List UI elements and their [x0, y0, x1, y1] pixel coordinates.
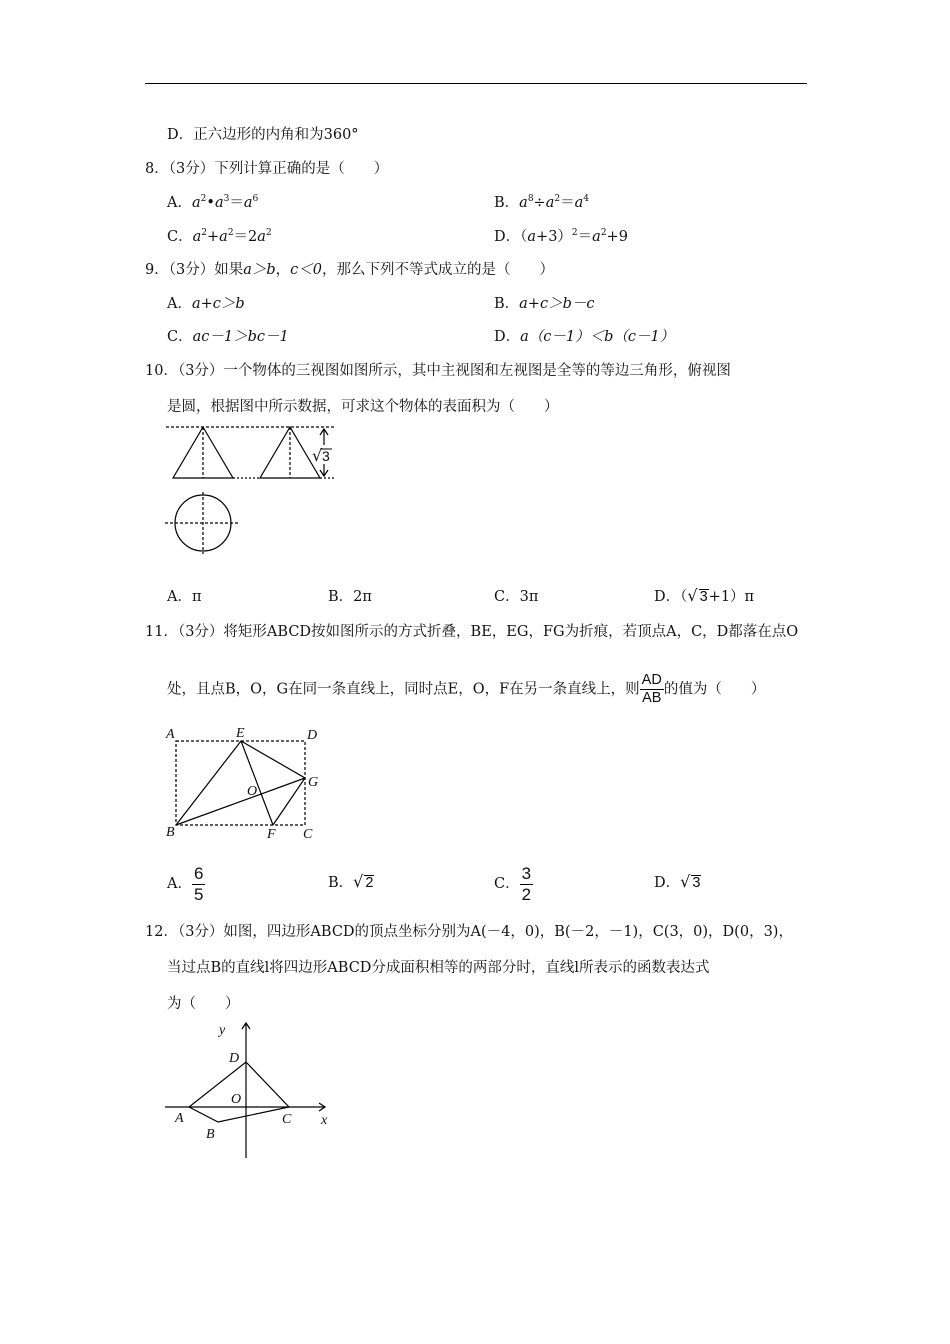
point-a: A: [175, 1111, 184, 1126]
q10-stem-line1: 10．（3分）一个物体的三视图如图所示，其中主视图和左视图是全等的等边三角形，俯视图: [145, 363, 731, 379]
point-d: D: [229, 1051, 240, 1066]
q9-option-c: C．ac－1＞bc－1: [167, 329, 289, 345]
q9-stem: 9．（3分）如果a＞b，c＜0，那么下列不等式成立的是（ ）: [145, 262, 554, 278]
q12-stem-line3: 为（ ）: [167, 996, 240, 1012]
coordinate-figure: [155, 1018, 345, 1163]
q11-stem-line1: 11．（3分）将矩形ABCD按如图所示的方式折叠，BE，EG，FG为折痕，若顶点A，C，D都落在点O: [145, 624, 799, 640]
header-rule: [145, 83, 807, 84]
rectangle-abcd: [176, 741, 305, 825]
q8-option-b: B．$a^8\div a^2=a^4$: [494, 194, 589, 211]
q11-option-b: B．√ 2: [328, 872, 374, 891]
q8-option-a: A．$a^2•a^3=a^6$: [167, 194, 259, 211]
point-f: F: [267, 827, 276, 842]
dimension-label: 3: [322, 448, 330, 464]
rectangle-fold-figure: [160, 720, 340, 845]
q9-option-b: B．a+c＞b－c: [494, 296, 595, 312]
axis-label-x: x: [321, 1113, 328, 1128]
q7-option-d: D．正六边形的内角和为360°: [167, 127, 359, 143]
dimension-sqrt-sign: √: [312, 446, 323, 465]
q11-option-c: C． $\frac{3}{2}$: [494, 864, 532, 904]
three-view-figure: [160, 420, 350, 560]
q8-option-d: D．$(a+3)^2=a^2+9$: [494, 228, 628, 245]
line-bog: [176, 778, 305, 825]
q8-option-c: C．$a^2+a^2=2a^2$: [167, 228, 272, 245]
line-eof: [241, 741, 273, 825]
point-c: C: [303, 827, 313, 842]
q11-option-d: D．√ 3: [654, 872, 701, 891]
point-e: E: [236, 726, 245, 741]
axis-label-y: y: [219, 1023, 226, 1038]
q11-option-a: A． $\frac{6}{5}$: [167, 864, 204, 904]
q10-option-c: C．3π: [494, 589, 539, 605]
q10-stem-line2: 是圆，根据图中所示数据，可求这个物体的表面积为（ ）: [167, 399, 559, 415]
point-b: B: [206, 1127, 215, 1142]
q9-option-a: A．a+c＞b: [167, 296, 245, 312]
q12-stem-line2: 当过点B的直线l将四边形ABCD分成面积相等的两部分时，直线l所表示的函数表达式: [167, 960, 710, 976]
q10-option-d: D．（√ 3+1）π: [654, 586, 755, 605]
q11-stem-line2: 处，且点B，O，G在同一条直线上，同时点E，O，F在另一条直线上，则 $\frac{AD}{AB}$ 的值为（ ）: [167, 672, 766, 707]
point-g: G: [308, 775, 319, 790]
ad-over-ab-fraction: $\frac{AD}{AB}$: [641, 672, 662, 707]
q10-option-a: A．π: [167, 589, 202, 605]
q10-option-b: B．2π: [328, 589, 372, 605]
point-o: O: [247, 784, 258, 799]
point-d: D: [307, 728, 318, 743]
point-o: O: [231, 1092, 242, 1107]
q8-stem: 8．（3分）下列计算正确的是（ ）: [145, 161, 389, 177]
point-a: A: [166, 727, 175, 742]
fold-creases: [176, 741, 305, 825]
q12-stem-line1: 12．（3分）如图，四边形ABCD的顶点坐标分别为A(－4，0)，B(－2，－1)，C(3，0)，D(0，3)，: [145, 924, 793, 940]
q9-option-d: D．a（c－1）＜b（c－1）: [494, 329, 675, 345]
point-b: B: [166, 825, 175, 840]
point-c: C: [282, 1112, 292, 1127]
